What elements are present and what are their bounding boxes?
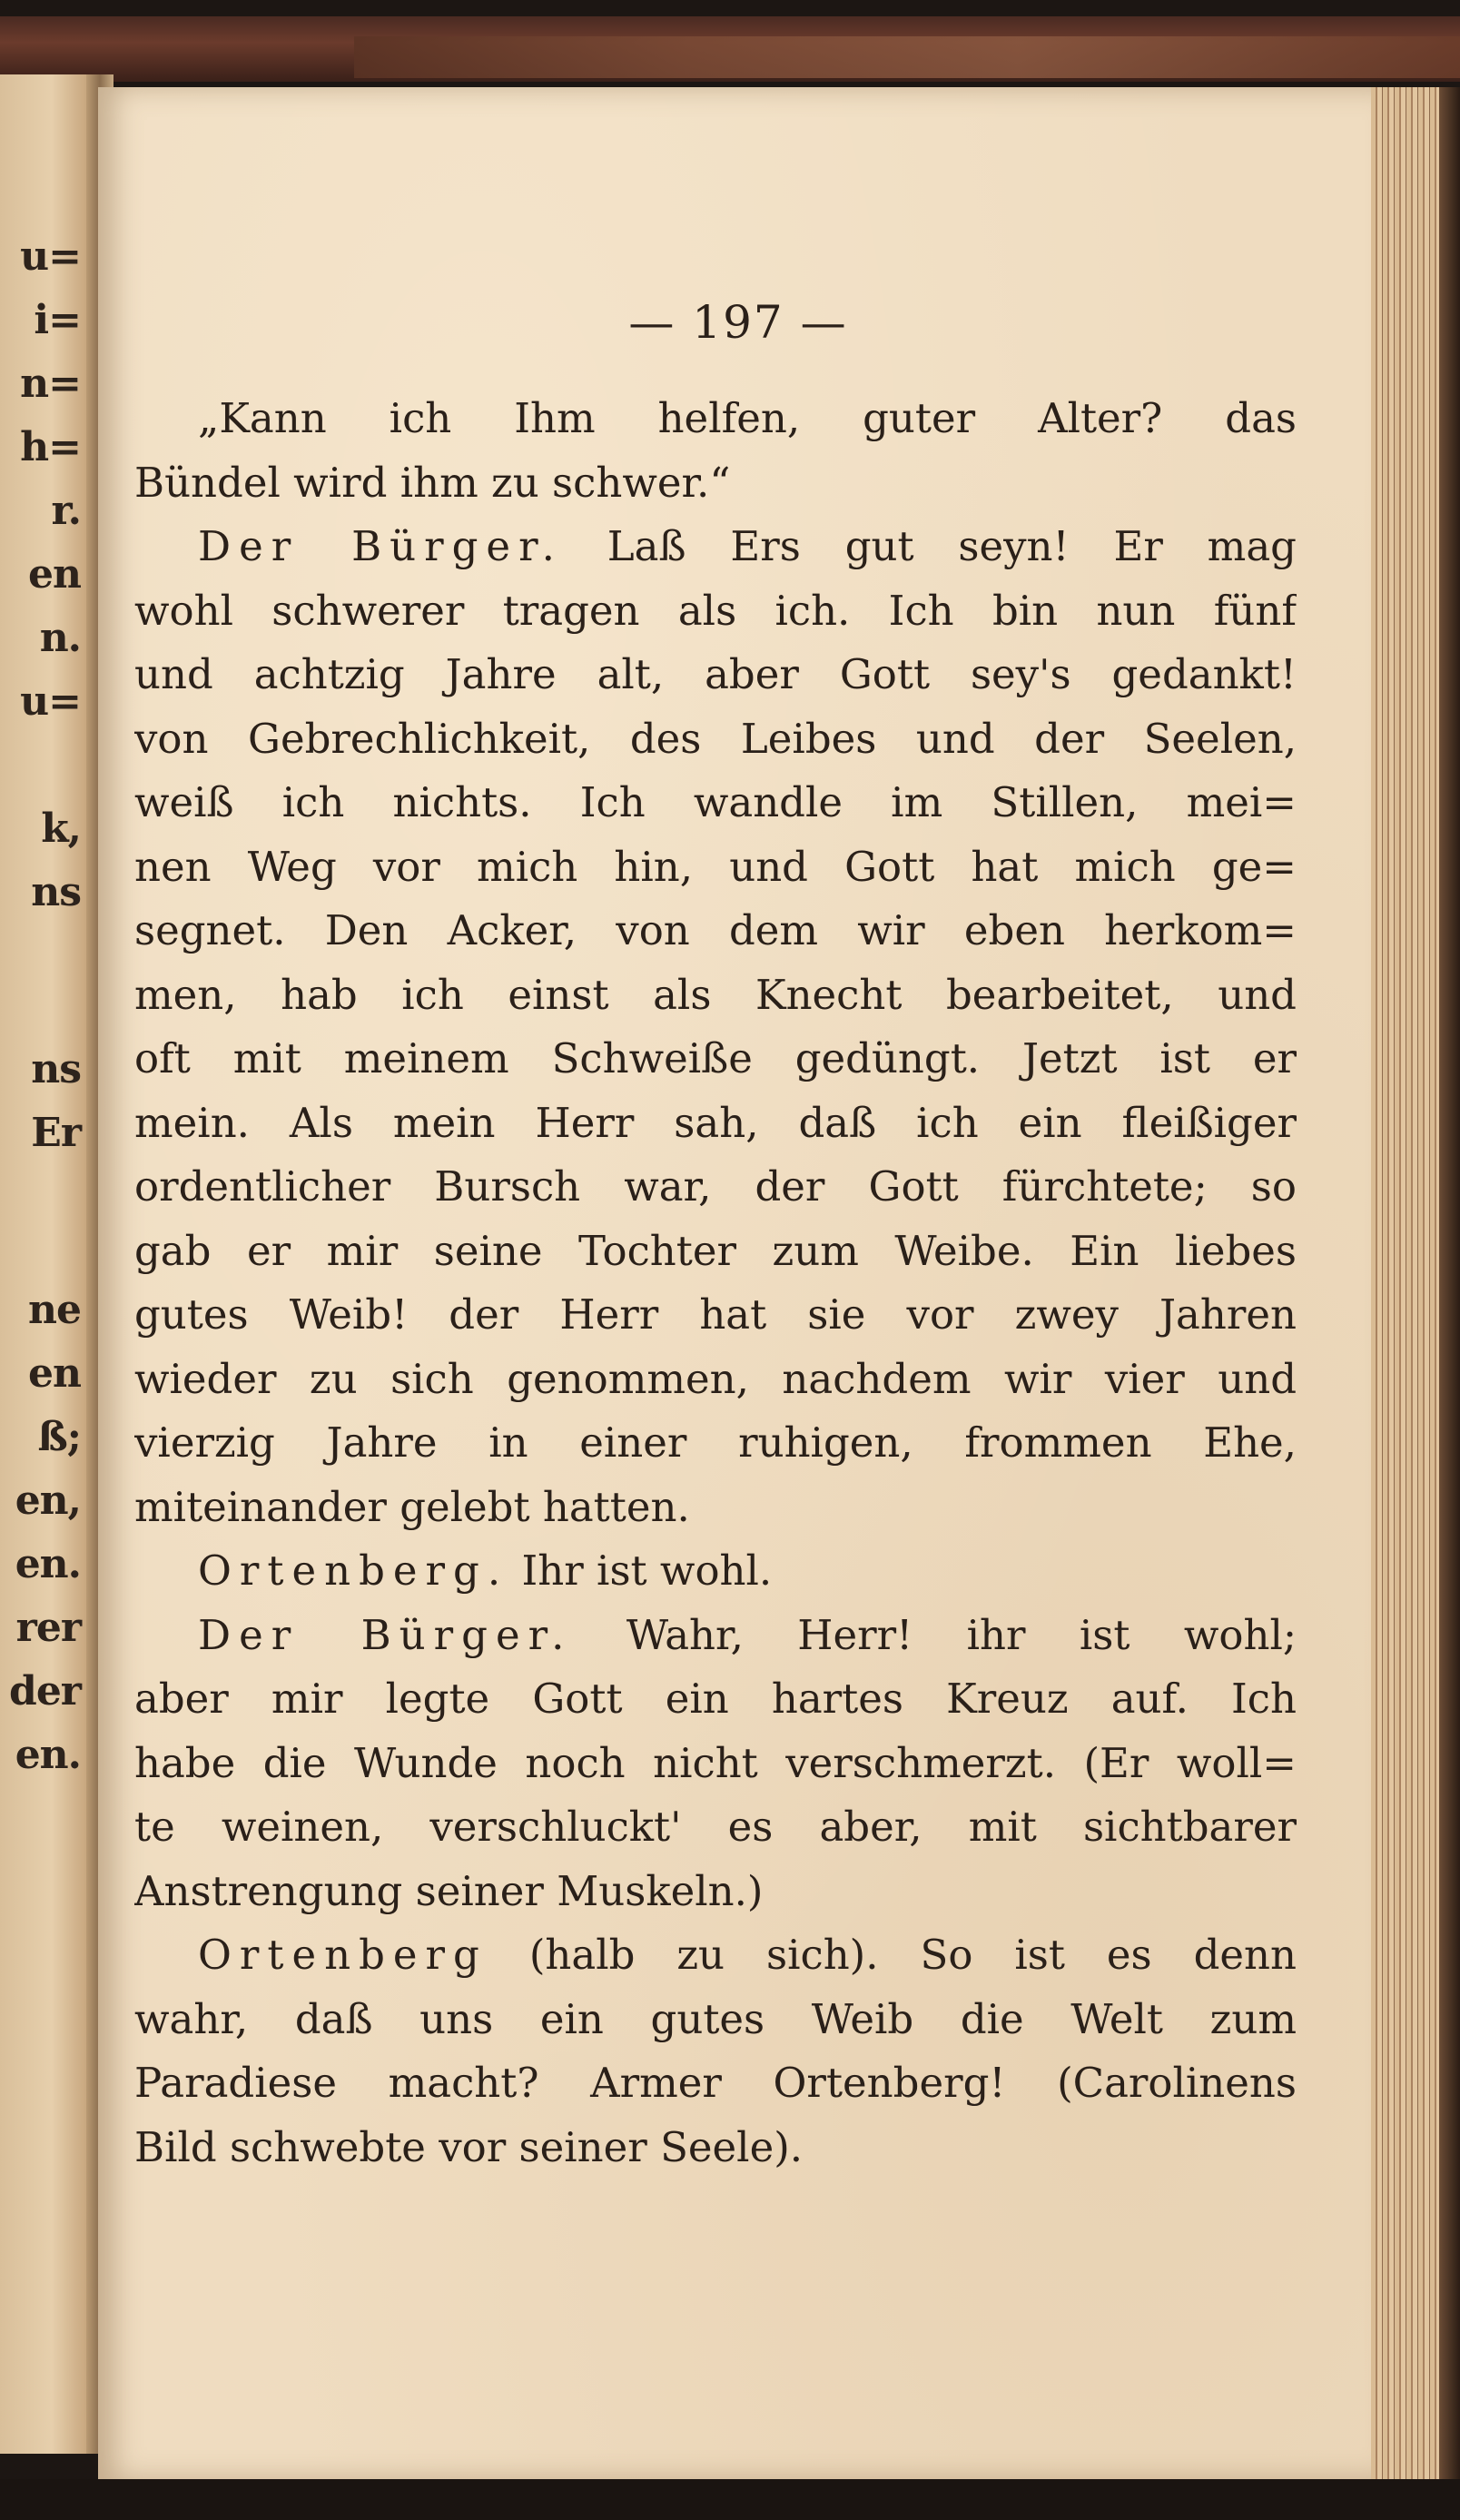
line-text: miteinander gelebt hatten. — [134, 1482, 690, 1531]
line-text: Wahr, Herr! ihr ist wohl; — [572, 1610, 1297, 1659]
facing-page-fragment: k, — [41, 805, 81, 852]
text-line — [134, 1027, 1297, 1092]
speaker-name: Ortenberg. — [198, 1547, 509, 1595]
line-text: wahr, daß uns ein gutes Weib die Welt zum — [134, 1994, 1297, 2043]
line-text: gab er mir seine Tochter zum Weibe. Ein liebes — [134, 1226, 1297, 1275]
facing-page-fragment: ß; — [37, 1414, 81, 1460]
book-page — [98, 87, 1378, 2480]
speaker-name: Der Bürger. — [198, 522, 563, 570]
facing-page-fragment: en. — [15, 1732, 81, 1778]
line-text: Laß Ers gut seyn! Er mag — [562, 522, 1297, 570]
line-text: ordentlicher Bursch war, der Gott fürchtete; so — [134, 1162, 1297, 1211]
text-line — [134, 1860, 1297, 1924]
page-edges-shadow — [1439, 87, 1460, 2485]
facing-page-fragment: en, — [15, 1477, 81, 1524]
line-text: von Gebrechlichkeit, des Leibes und der Seelen, — [134, 714, 1297, 763]
text-line — [134, 1220, 1297, 1284]
facing-page-left — [0, 74, 86, 2454]
line-text: und achtzig Jahre alt, aber Gott sey's gedankt! — [134, 650, 1297, 698]
line-text: men, hab ich einst als Knecht bearbeitet, und — [134, 970, 1297, 1019]
facing-page-fragment: Er — [31, 1110, 81, 1156]
text-line — [134, 515, 1297, 579]
text-line — [134, 835, 1297, 900]
line-text: wieder zu sich genommen, nachdem wir vier und — [134, 1354, 1297, 1403]
text-line — [134, 1795, 1297, 1860]
line-text: vierzig Jahre in einer ruhigen, frommen Ehe, — [134, 1418, 1297, 1467]
text-line — [134, 1348, 1297, 1412]
facing-page-fragment: i= — [34, 297, 81, 343]
text-line — [134, 2116, 1297, 2180]
line-text: oft mit meinem Schweiße gedüngt. Jetzt ist er — [134, 1034, 1297, 1082]
line-text: Anstrengung seiner Muskeln.) — [134, 1866, 764, 1915]
line-text: gutes Weib! der Herr hat sie vor zwey Jahren — [134, 1290, 1297, 1339]
text-line — [134, 1155, 1297, 1220]
text-line — [134, 1667, 1297, 1732]
line-text: nen Weg vor mich hin, und Gott hat mich ge= — [134, 842, 1297, 891]
facing-page-text-fragments — [0, 74, 86, 2454]
text-line — [134, 579, 1297, 644]
speaker-name: Ortenberg — [198, 1931, 488, 1979]
line-text: mein. Als mein Herr sah, daß ich ein fleißiger — [134, 1098, 1297, 1147]
text-line — [134, 964, 1297, 1028]
text-line — [134, 1476, 1297, 1540]
text-line — [134, 1411, 1297, 1476]
facing-page-fragment: u= — [20, 233, 81, 280]
text-line — [134, 899, 1297, 964]
line-text: aber mir legte Gott ein hartes Kreuz auf. Ich — [134, 1675, 1297, 1723]
text-line — [134, 1604, 1297, 1668]
line-text: Bündel wird ihm zu schwer.“ — [134, 458, 731, 507]
text-line — [134, 1283, 1297, 1348]
text-line — [134, 1732, 1297, 1796]
line-text: wohl schwerer tragen als ich. Ich bin nun fünf — [134, 586, 1297, 635]
line-text: Ihr ist wohl. — [508, 1547, 773, 1595]
facing-page-fragment: der — [9, 1668, 81, 1715]
page-body-text — [134, 387, 1297, 2179]
background-bottom — [0, 2479, 1460, 2520]
text-line — [134, 643, 1297, 707]
text-line — [134, 451, 1297, 516]
facing-page-fragment: u= — [20, 678, 81, 725]
facing-page-fragment: n= — [20, 361, 81, 407]
facing-page-fragment: n. — [39, 615, 81, 661]
line-text: Paradiese macht? Armer Ortenberg! (Carolinens — [134, 2059, 1297, 2107]
book-cover-edge — [354, 36, 1460, 78]
facing-page-fragment: h= — [20, 424, 81, 470]
speaker-name: Der Bürger. — [198, 1610, 573, 1659]
facing-page-fragment: rer — [15, 1605, 81, 1651]
page-number: — 197 — — [628, 296, 848, 349]
facing-page-fragment: en — [28, 1350, 81, 1397]
line-text: „Kann ich Ihm helfen, guter Alter? das — [198, 394, 1297, 442]
text-line — [134, 1092, 1297, 1156]
text-line — [134, 1539, 1297, 1604]
facing-page-fragment: en — [28, 551, 81, 598]
text-line — [134, 771, 1297, 835]
line-text: habe die Wunde noch nicht verschmerzt. (Er woll= — [134, 1738, 1297, 1787]
text-line — [134, 387, 1297, 451]
facing-page-fragment: en. — [15, 1541, 81, 1587]
facing-page-fragment: r. — [51, 488, 81, 534]
line-text: segnet. Den Acker, von dem wir eben herkom= — [134, 906, 1297, 954]
facing-page-fragment: ns — [31, 869, 81, 915]
text-line — [134, 1988, 1297, 2052]
facing-page-fragment: ns — [31, 1046, 81, 1092]
text-line — [134, 1923, 1297, 1988]
facing-page-fragment: ne — [28, 1287, 81, 1333]
line-text: weiß ich nichts. Ich wandle im Stillen, mei= — [134, 778, 1297, 826]
line-text: Bild schwebte vor seiner Seele). — [134, 2122, 804, 2171]
text-line — [134, 707, 1297, 772]
line-text: (halb zu sich). So ist es denn — [487, 1931, 1297, 1979]
line-text: te weinen, verschluckt' es aber, mit sichtbarer — [134, 1803, 1297, 1851]
text-line — [134, 2051, 1297, 2116]
